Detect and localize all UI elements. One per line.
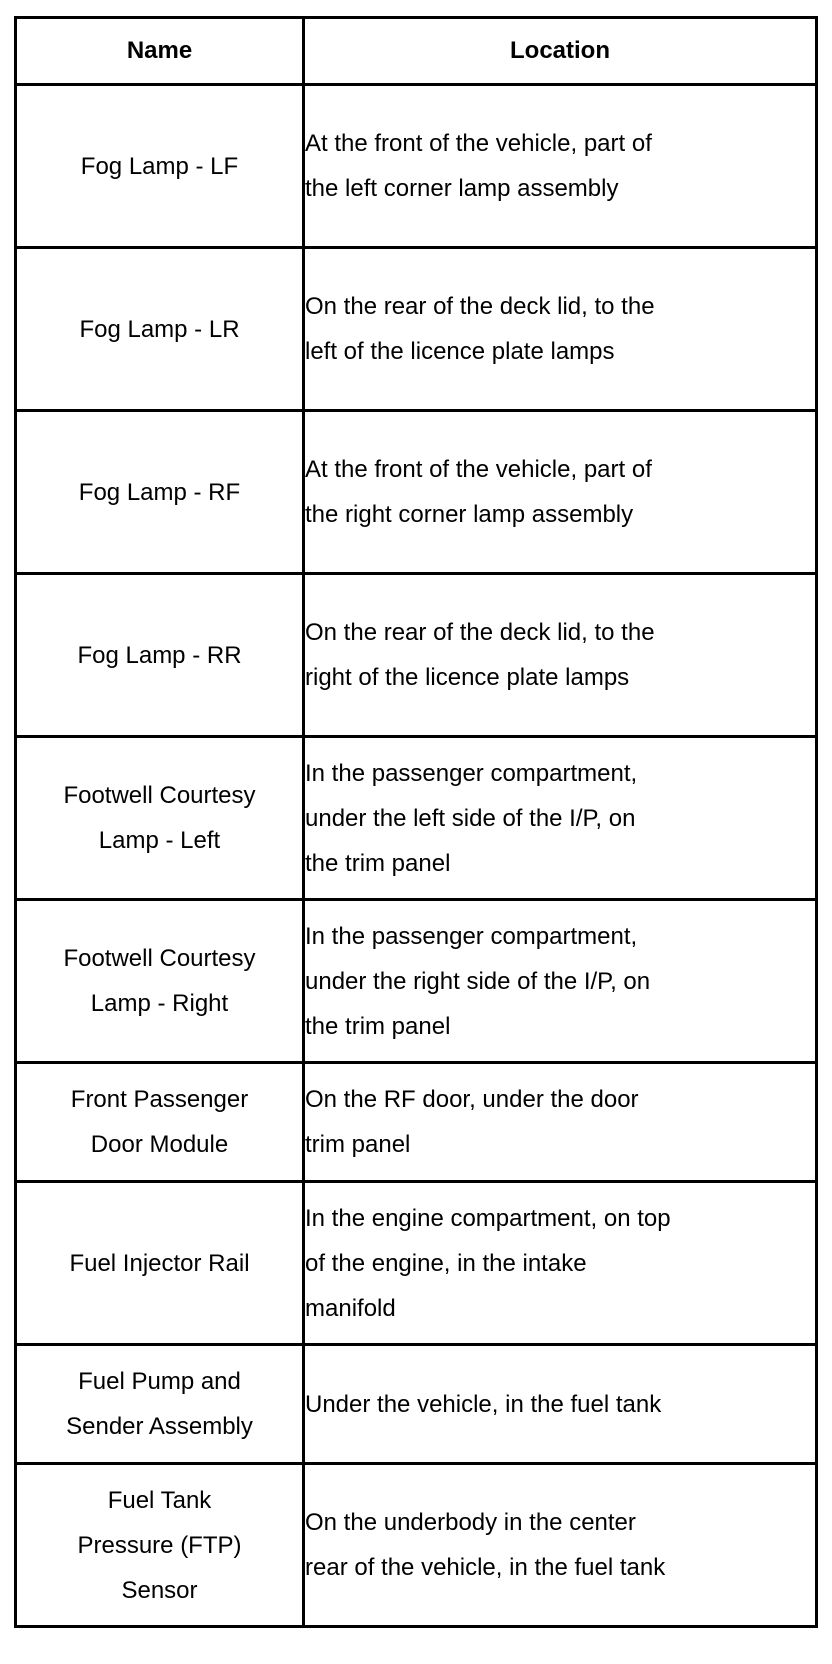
component-name-line: Fog Lamp - RR — [77, 641, 242, 669]
location-line: trim panel — [305, 1131, 411, 1158]
table-row — [16, 1063, 817, 1182]
location-line: manifold — [305, 1294, 396, 1322]
component-name-line: Door Module — [90, 1131, 229, 1158]
component-name-line: Pressure (FTP) — [77, 1531, 242, 1559]
location-line: the trim panel — [305, 849, 451, 877]
location-line: On the rear of the deck lid, to the — [305, 293, 655, 320]
component-location-cell — [304, 85, 817, 248]
component-name-line: Fuel Tank — [107, 1486, 212, 1514]
component-name-line: Fog Lamp - LF — [80, 152, 239, 180]
table-row — [16, 1464, 817, 1627]
location-line: right of the licence plate lamps — [305, 664, 630, 691]
table-row — [16, 248, 817, 411]
location-line: under the left side of the I/P, on — [305, 804, 636, 832]
location-line: the right corner lamp assembly — [305, 501, 634, 528]
component-location-cell — [304, 737, 817, 900]
component-location-cell — [304, 1345, 817, 1464]
location-line: of the engine, in the intake — [305, 1249, 587, 1277]
component-location-cell — [304, 574, 817, 737]
location-line: the trim panel — [305, 1012, 451, 1040]
component-name-line: Fog Lamp - RF — [78, 478, 241, 506]
component-name-cell — [16, 574, 304, 737]
component-name-line: Sensor — [121, 1576, 198, 1604]
component-location-cell — [304, 1464, 817, 1627]
location-line: On the rear of the deck lid, to the — [305, 619, 655, 646]
component-name-line: Front Passenger — [70, 1086, 249, 1113]
component-name-line: Sender Assembly — [66, 1413, 253, 1440]
component-name-cell — [16, 411, 304, 574]
table-row — [16, 85, 817, 248]
component-name-line: Fuel Injector Rail — [69, 1249, 250, 1277]
location-line: At the front of the vehicle, part of — [305, 456, 652, 483]
component-name-line: Footwell Courtesy — [63, 945, 256, 972]
component-name-cell — [16, 1182, 304, 1345]
location-line: On the RF door, under the door — [305, 1086, 639, 1113]
component-name-cell — [16, 85, 304, 248]
location-line: On the underbody in the center — [305, 1509, 636, 1536]
location-line: the left corner lamp assembly — [305, 175, 619, 202]
table-row — [16, 737, 817, 900]
location-line: Under the vehicle, in the fuel tank — [305, 1390, 662, 1418]
component-name-cell — [16, 737, 304, 900]
component-name-line: Fuel Pump and — [78, 1368, 241, 1395]
location-line: left of the licence plate lamps — [305, 338, 615, 365]
component-location-cell — [304, 1063, 817, 1182]
component-name-line: Lamp - Left — [98, 827, 221, 854]
component-location-cell — [304, 900, 817, 1063]
location-column-header: Location — [304, 18, 817, 85]
component-name-line: Lamp - Right — [90, 990, 229, 1017]
table-row — [16, 1182, 817, 1345]
table-row — [16, 900, 817, 1063]
component-name-cell — [16, 248, 304, 411]
table-row — [16, 411, 817, 574]
table-row — [16, 1345, 817, 1464]
location-line: In the passenger compartment, — [305, 922, 638, 950]
component-name-line: Fog Lamp - LR — [79, 315, 240, 343]
component-location-cell — [304, 411, 817, 574]
location-line: At the front of the vehicle, part of — [305, 130, 652, 157]
table-row — [16, 574, 817, 737]
component-name-line: Footwell Courtesy — [63, 782, 256, 809]
component-name-cell — [16, 900, 304, 1063]
component-name-cell — [16, 1063, 304, 1182]
component-name-cell — [16, 1464, 304, 1627]
location-line: In the engine compartment, on top — [305, 1204, 671, 1232]
component-location-cell — [304, 1182, 817, 1345]
component-location-table — [14, 16, 818, 1628]
name-column-header: Name — [16, 18, 304, 85]
location-line: under the right side of the I/P, on — [305, 967, 651, 995]
header-row — [16, 18, 817, 85]
component-name-cell — [16, 1345, 304, 1464]
location-line: In the passenger compartment, — [305, 759, 638, 787]
component-location-cell — [304, 248, 817, 411]
location-line: rear of the vehicle, in the fuel tank — [305, 1554, 666, 1581]
